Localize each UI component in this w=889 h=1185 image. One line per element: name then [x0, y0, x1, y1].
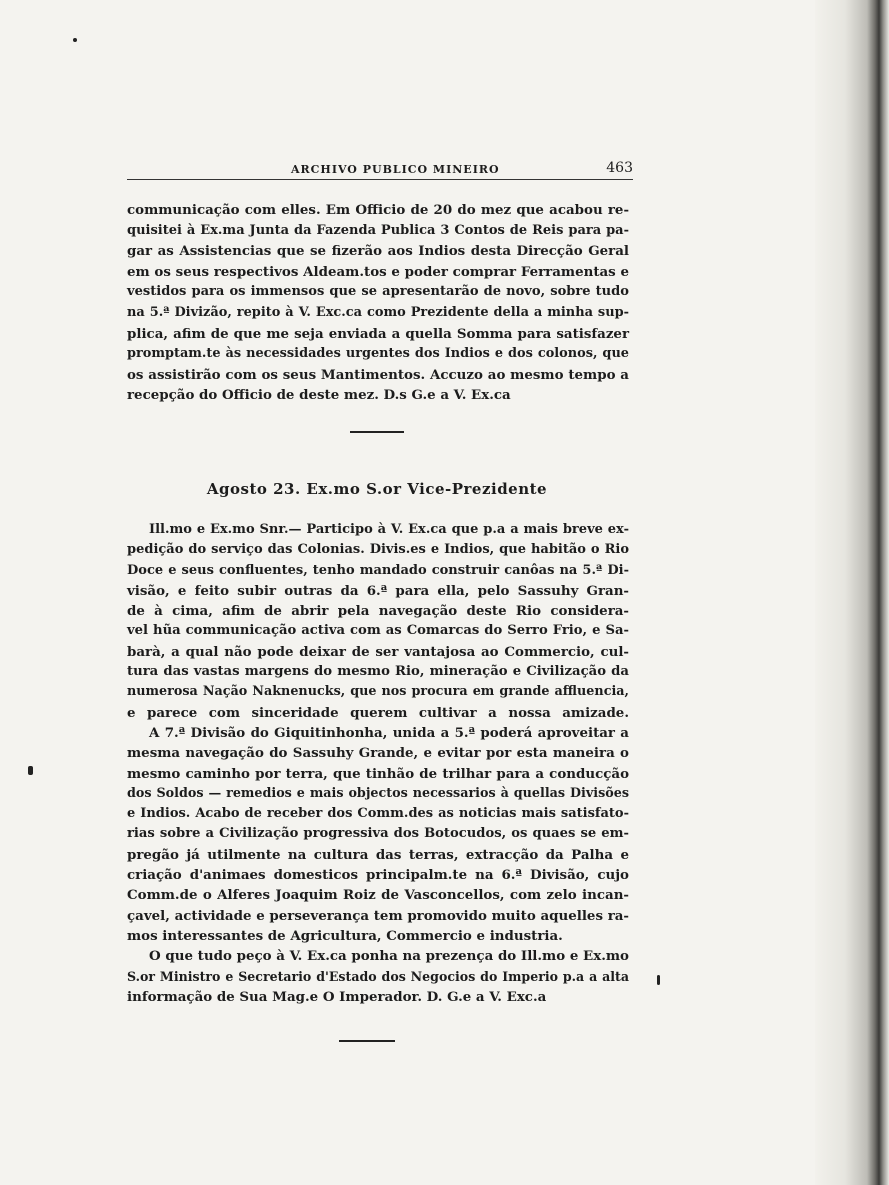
- section-separator: [350, 431, 404, 433]
- text-line: plica, afim de que me seja enviada a quella Somma para satisfazer: [127, 325, 629, 342]
- text-line: e parece com sinceridade querem cultivar a nossa amizade.: [127, 704, 629, 721]
- text-line: communicação com elles. Em Officio de 20 do mez que acabou re-: [127, 202, 629, 218]
- continuation-paragraph: [127, 200, 629, 406]
- text-line: quisitei à Ex.ma Junta da Fazenda Publica 3 Contos de Reis para pa-: [127, 222, 629, 238]
- text-line: tura das vastas margens do mesmo Rio, mineração e Civilização da: [127, 664, 629, 680]
- text-line: gar as Assistencias que se fizerão aos Indios desta Direcção Geral: [127, 243, 629, 260]
- text-line: em os seus respectivos Aldeam.tos e poder comprar Ferramentas e: [127, 263, 629, 280]
- text-line: promptam.te às necessidades urgentes dos Indios e dos colonos, que: [127, 346, 629, 362]
- running-title: ARCHIVO PUBLICO MINEIRO: [291, 163, 500, 176]
- text-line: vel hũa communicação activa com as Comarcas do Serro Frio, e Sa-: [127, 623, 629, 639]
- text-line: mos interessantes de Agricultura, Commercio e industria.: [127, 927, 563, 944]
- text-line: rias sobre a Civilização progressiva dos Botocudos, os quaes se em-: [127, 826, 629, 842]
- text-line: çavel, actividade e perseverança tem promovido muito aquelles ra-: [127, 907, 629, 924]
- page-header: [127, 160, 633, 180]
- text-line: pedição do serviço das Colonias. Divis.es e Indios, que habitão o Rio: [127, 542, 629, 558]
- text-line: de à cima, afim de abrir pela navegação deste Rio considera-: [127, 603, 629, 620]
- text-line: pregão já utilmente na cultura das terras, extracção da Palha e: [127, 846, 629, 863]
- text-line: informação de Sua Mag.e O Imperador. D. G.e a V. Exc.a: [127, 988, 547, 1005]
- text-line: mesmo caminho por terra, que tinhão de trilhar para a conducção: [127, 765, 629, 782]
- text-line: visão, e feito subir outras da 6.ª para ella, pelo Sassuhy Gran-: [127, 582, 629, 599]
- text-line: Comm.de o Alferes Joaquim Roiz de Vasconcellos, com zelo incan-: [127, 887, 629, 904]
- section-separator: [339, 1040, 395, 1042]
- text-line: vestidos para os immensos que se apresentarão de novo, sobre tudo: [127, 284, 629, 300]
- text-line: A 7.ª Divisão do Giquitinhonha, unida a 5.ª poderá aproveitar a: [149, 724, 629, 741]
- text-line: Ill.mo e Ex.mo Snr.— Participo à V. Ex.ca que p.a a mais breve ex-: [149, 522, 629, 537]
- text-line: mesma navegação do Sassuhy Grande, e evitar por esta maneira o: [127, 745, 629, 762]
- text-line: dos Soldos — remedios e mais objectos necessarios à quellas Divisões: [127, 785, 629, 801]
- letter-body: [127, 520, 629, 1007]
- book-spine-shadow: [815, 0, 889, 1185]
- letter-heading: Agosto 23. Ex.mo S.or Vice-Prezidente: [206, 480, 548, 498]
- page-number: 463: [606, 160, 633, 176]
- text-line: os assistirão com os seus Mantimentos. Accuzo ao mesmo tempo a: [127, 366, 629, 383]
- text-line: numerosa Nação Naknenucks, que nos procura em grande affluencia,: [127, 684, 629, 700]
- text-line: criação d'animaes domesticos principalm.te na 6.ª Divisão, cujo: [127, 867, 629, 884]
- text-line: e Indios. Acabo de receber dos Comm.des as noticias mais satisfato-: [127, 806, 629, 822]
- text-line: barà, a qual não pode deixar de ser vantajosa ao Commercio, cul-: [127, 643, 629, 660]
- text-line: O que tudo peço à V. Ex.ca ponha na prezença do Ill.mo e Ex.mo: [149, 948, 629, 965]
- text-line: Doce e seus confluentes, tenho mandado construir canôas na 5.ª Di-: [127, 562, 629, 578]
- header-rule: [127, 179, 633, 180]
- text-line: S.or Ministro e Secretario d'Estado dos Negocios do Imperio p.a a alta: [127, 968, 629, 984]
- ink-speck: [657, 975, 660, 985]
- ink-speck: [73, 38, 77, 42]
- ink-speck: [28, 766, 33, 775]
- text-line: recepção do Officio de deste mez. D.s G.e a V. Ex.ca: [127, 387, 511, 404]
- text-line: na 5.ª Divizão, repito à V. Exc.ca como Prezidente della a minha sup-: [127, 304, 629, 320]
